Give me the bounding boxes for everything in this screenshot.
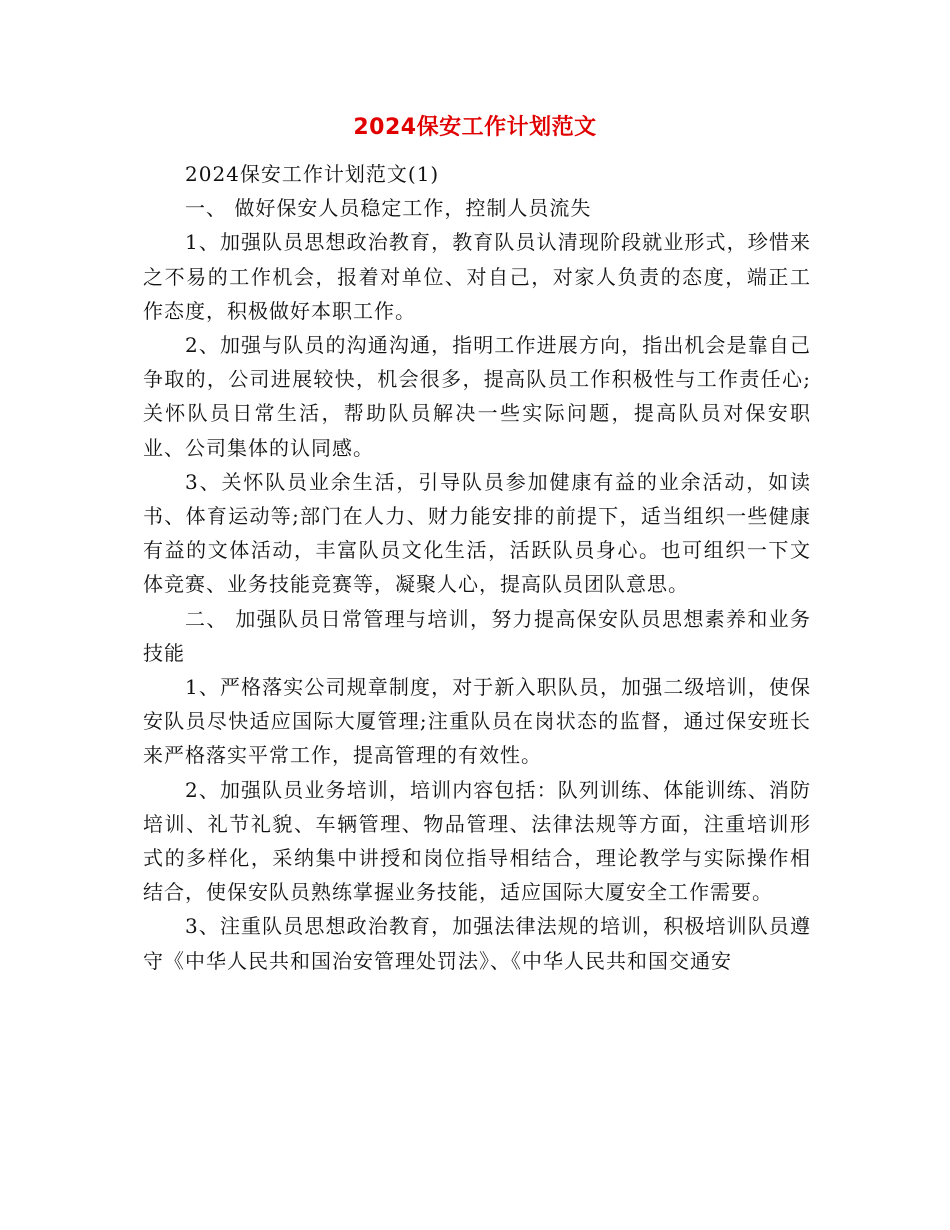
paragraph-1-1: 1、加强队员思想政治教育，教育队员认清现阶段就业形式，珍惜来之不易的工作机会，报着对单位、对自己，对家人负责的态度，端正工作态度，积极做好本职工作。 <box>143 230 811 323</box>
paragraph-section-2-heading: 二、 加强队员日常管理与培训，努力提高保安队员思想素养和业务技能 <box>143 606 811 665</box>
paragraph-1-2: 2、加强与队员的沟通沟通，指明工作进展方向，指出机会是靠自己争取的，公司进展较快，机会很多，提高队员工作积极性与工作责任心;关怀队员日常生活，帮助队员解决一些实际问题，提高队员对保安职业、公司集体的认同感。 <box>143 333 811 460</box>
paragraph-1-3: 3、关怀队员业余生活，引导队员参加健康有益的业余活动，如读书、体育运动等;部门在人力、财力能安排的前提下，适当组织一些健康有益的文体活动，丰富队员文化生活，活跃队员身心。也可组织一下文体竞赛、业务技能竞赛等，凝聚人心，提高队员团队意思。 <box>143 469 811 597</box>
paragraph-2-1: 1、严格落实公司规章制度，对于新入职队员，加强二级培训，使保安队员尽快适应国际大厦管理;注重队员在岗状态的监督，通过保安班长来严格落实平常工作，提高管理的有效性。 <box>143 675 811 768</box>
paragraph-section-1-heading: 一、 做好保安人员稳定工作，控制人员流失 <box>185 196 592 221</box>
paragraph-2-2: 2、加强队员业务培训，培训内容包括：队列训练、体能训练、消防培训、礼节礼貌、车辆管理、物品管理、法律法规等方面，注重培训形式的多样化，采纳集中讲授和岗位指导相结合，理论教学与实际操作相结合，使保安队员熟练掌握业务技能，适应国际大厦安全工作需要。 <box>143 777 811 905</box>
document-title: 2024保安工作计划范文 <box>353 115 597 140</box>
paragraph-subtitle: 2024保安工作计划范文(1) <box>185 162 440 186</box>
paragraph-2-3: 3、注重队员思想政治教育，加强法律法规的培训，积极培训队员遵守《中华人民共和国治安管理处罚法》、《中华人民共和国交通安 <box>143 914 811 973</box>
document-body <box>143 157 811 978</box>
